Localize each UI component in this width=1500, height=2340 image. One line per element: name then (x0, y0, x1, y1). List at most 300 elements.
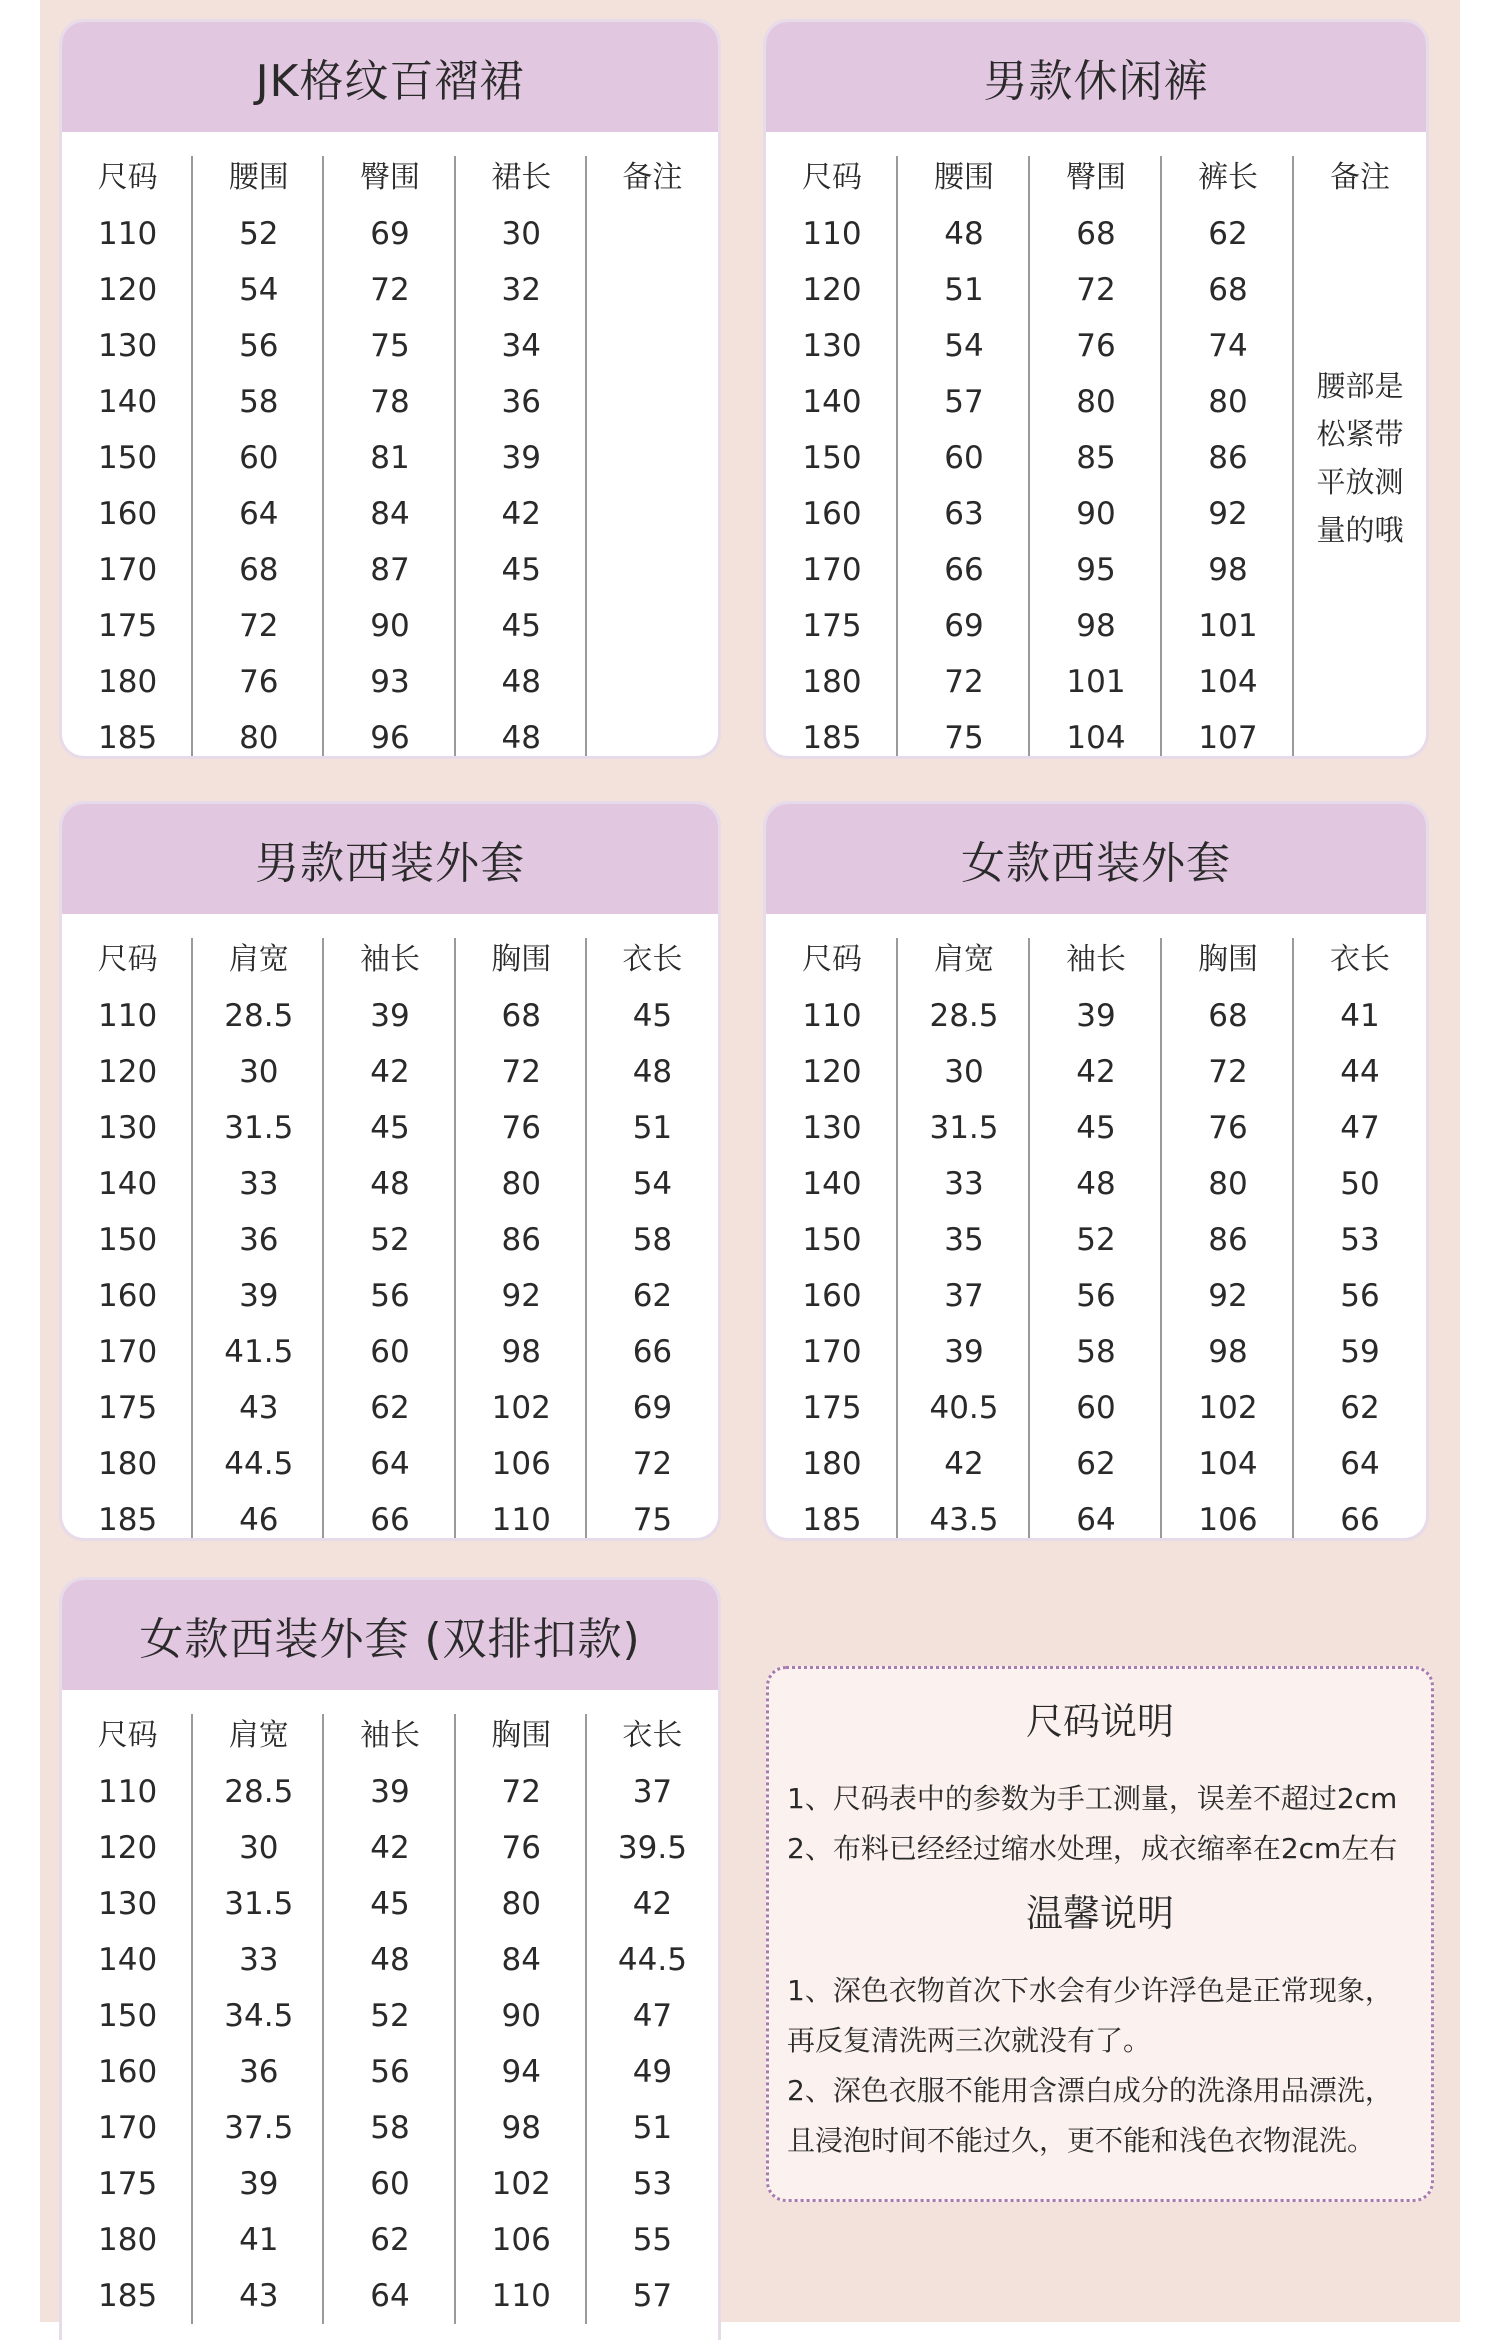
table-row (62, 2156, 718, 2212)
table-cell: 54 (898, 318, 1030, 374)
table-cell: 80 (193, 710, 324, 756)
table-row (766, 988, 1426, 1044)
table-row (62, 2268, 718, 2324)
table-header-row (62, 932, 718, 988)
table-cell: 106 (1162, 1492, 1294, 1538)
table-cell: 48 (898, 206, 1030, 262)
table-grid (62, 932, 718, 1538)
table-row (766, 1268, 1426, 1324)
table-row (62, 1932, 718, 1988)
table-cell: 48 (456, 654, 587, 710)
column-header: 腰围 (898, 150, 1030, 206)
table-cell: 60 (324, 2156, 455, 2212)
table-cell: 110 (62, 988, 193, 1044)
table-cell: 53 (632, 2166, 673, 2202)
table-cell: 185 (62, 2268, 193, 2324)
column-header: 臀围 (324, 150, 455, 206)
table-cell: 140 (766, 1156, 898, 1212)
table-cell: 98 (456, 2100, 587, 2156)
table-cell: 37.5 (193, 2100, 324, 2156)
table-cell: 130 (62, 1876, 193, 1932)
table-cell (587, 318, 718, 374)
pants-note (1294, 362, 1426, 554)
table-cell: 78 (324, 374, 455, 430)
table-cell: 41.5 (193, 1324, 324, 1380)
table-cell: 92 (1162, 486, 1294, 542)
table-cell: 30 (456, 206, 587, 262)
table-cell: 72 (456, 1764, 587, 1820)
table-cell: 58 (1030, 1324, 1162, 1380)
table-cell: 39 (193, 1268, 324, 1324)
table-cell: 62 (1340, 1390, 1380, 1426)
table-cell: 72 (193, 598, 324, 654)
table-cell: 60 (1030, 1380, 1162, 1436)
table-cell: 56 (324, 1268, 455, 1324)
table-cell: 45 (324, 1100, 455, 1156)
table-cell: 62 (324, 2212, 455, 2268)
table-cell: 160 (62, 1268, 193, 1324)
table-cell: 28.5 (193, 988, 324, 1044)
table-row (766, 1044, 1426, 1100)
table-cell: 66 (324, 1492, 455, 1538)
table-cell: 69 (324, 206, 455, 262)
table-cell (587, 542, 718, 598)
column-header: 胸围 (456, 1708, 587, 1764)
table-cell: 110 (62, 206, 193, 262)
table-cell: 170 (62, 2100, 193, 2156)
column-header: 裤长 (1162, 150, 1294, 206)
table-cell: 80 (1030, 374, 1162, 430)
table-cell: 58 (324, 2100, 455, 2156)
table-cell: 72 (456, 1044, 587, 1100)
column-header: 衣长 (1330, 942, 1390, 977)
note-line: 量的哦 (1316, 513, 1404, 547)
table-cell: 39 (193, 2156, 324, 2212)
table-cell: 35 (898, 1212, 1030, 1268)
table-cell: 130 (62, 1100, 193, 1156)
table-cell: 106 (456, 2212, 587, 2268)
table-cell: 69 (632, 1390, 673, 1426)
table-cell: 104 (1162, 1436, 1294, 1492)
table-row (766, 1156, 1426, 1212)
table-cell: 120 (766, 262, 898, 318)
table-cell: 68 (193, 542, 324, 598)
table-cell (587, 486, 718, 542)
table-cell: 62 (324, 1380, 455, 1436)
table-cell: 110 (456, 2268, 587, 2324)
column-header: 衣长 (622, 942, 683, 977)
table-cell: 98 (1162, 542, 1294, 598)
table-cell: 66 (1340, 1502, 1380, 1538)
table-cell: 160 (766, 1268, 898, 1324)
column-header: 裙长 (456, 150, 587, 206)
table-row (766, 1436, 1426, 1492)
table-cell: 68 (1162, 988, 1294, 1044)
table-title: JK格纹百褶裙 (62, 22, 718, 132)
column-header: 袖长 (1030, 932, 1162, 988)
column-header: 肩宽 (193, 1708, 324, 1764)
table-row (62, 988, 718, 1044)
table-cell: 102 (456, 2156, 587, 2212)
table-cell: 34 (456, 318, 587, 374)
table-cell: 33 (193, 1932, 324, 1988)
table-cell: 56 (193, 318, 324, 374)
table-cell: 30 (193, 1044, 324, 1100)
table-row (62, 2044, 718, 2100)
table-cell: 47 (1340, 1110, 1380, 1146)
table-cell: 175 (62, 1380, 193, 1436)
table-cell: 160 (62, 2044, 193, 2100)
table-cell (587, 710, 718, 756)
column-header: 尺码 (766, 932, 898, 988)
table-cell: 64 (324, 1436, 455, 1492)
table-cell: 76 (193, 654, 324, 710)
table-cell: 102 (1162, 1380, 1294, 1436)
table-cell: 42 (324, 1820, 455, 1876)
table-cell: 130 (62, 318, 193, 374)
table-cell: 54 (193, 262, 324, 318)
table-cell: 62 (632, 1278, 673, 1314)
size-table-mens-pants (766, 22, 1426, 756)
table-grid (62, 1708, 718, 2324)
table-row (62, 1876, 718, 1932)
table-cell: 175 (766, 598, 898, 654)
table-cell: 150 (766, 430, 898, 486)
table-cell: 45 (632, 998, 673, 1034)
table-cell: 52 (1030, 1212, 1162, 1268)
table-cell: 51 (898, 262, 1030, 318)
table-cell: 59 (1340, 1334, 1380, 1370)
table-cell: 150 (62, 1212, 193, 1268)
table-cell: 39 (456, 430, 587, 486)
table-cell: 90 (324, 598, 455, 654)
table-cell: 185 (62, 1492, 193, 1538)
table-cell: 57 (632, 2278, 673, 2314)
table-cell: 51 (632, 1110, 673, 1146)
table-cell: 180 (766, 1436, 898, 1492)
table-cell: 75 (632, 1502, 673, 1538)
table-cell: 90 (1030, 486, 1162, 542)
table-cell: 86 (1162, 430, 1294, 486)
column-header: 肩宽 (193, 932, 324, 988)
table-cell (1294, 654, 1426, 710)
size-table-womens-double-breasted (62, 1580, 718, 2340)
table-cell: 72 (324, 262, 455, 318)
table-cell: 175 (62, 598, 193, 654)
table-cell: 180 (62, 1436, 193, 1492)
table-cell: 49 (632, 2054, 673, 2090)
table-cell: 63 (898, 486, 1030, 542)
table-cell: 58 (193, 374, 324, 430)
table-cell: 51 (632, 2110, 673, 2146)
table-cell: 56 (1030, 1268, 1162, 1324)
care-note-line: 1、深色衣物首次下水会有少许浮色是正常现象， (787, 1974, 1393, 2007)
table-row (766, 710, 1426, 756)
table-cell: 104 (1162, 654, 1294, 710)
table-row (62, 1988, 718, 2044)
table-cell (587, 206, 718, 262)
table-cell: 28.5 (898, 988, 1030, 1044)
table-cell: 92 (456, 1268, 587, 1324)
table-cell: 101 (1030, 654, 1162, 710)
table-cell: 180 (766, 654, 898, 710)
table-cell: 48 (632, 1054, 673, 1090)
table-row (62, 542, 718, 598)
column-header: 肩宽 (898, 932, 1030, 988)
table-row (62, 1044, 718, 1100)
table-cell: 140 (62, 1156, 193, 1212)
table-cell: 110 (766, 988, 898, 1044)
table-cell: 104 (1030, 710, 1162, 756)
table-row (766, 206, 1426, 262)
table-cell: 41 (1340, 998, 1380, 1034)
table-cell (587, 654, 718, 710)
table-header-row (766, 150, 1426, 206)
table-cell: 31.5 (898, 1100, 1030, 1156)
table-cell: 36 (193, 2044, 324, 2100)
size-note-line: 1、尺码表中的参数为手工测量，误差不超过2cm (787, 1782, 1398, 1815)
table-row (62, 486, 718, 542)
table-row (62, 1268, 718, 1324)
table-row (62, 1820, 718, 1876)
table-cell: 110 (766, 206, 898, 262)
table-cell: 48 (1030, 1156, 1162, 1212)
table-cell: 76 (1162, 1100, 1294, 1156)
table-cell: 90 (456, 1988, 587, 2044)
table-row (766, 1492, 1426, 1538)
table-cell: 33 (898, 1156, 1030, 1212)
table-cell: 60 (324, 1324, 455, 1380)
table-cell: 93 (324, 654, 455, 710)
table-row (62, 1156, 718, 1212)
table-grid (62, 150, 718, 756)
table-cell: 36 (193, 1212, 324, 1268)
column-header: 臀围 (1030, 150, 1162, 206)
size-table-womens-suit (766, 804, 1426, 1538)
table-row (766, 1380, 1426, 1436)
table-cell: 185 (766, 1492, 898, 1538)
column-header: 尺码 (62, 932, 193, 988)
table-cell: 180 (62, 654, 193, 710)
table-cell: 44 (1340, 1054, 1380, 1090)
table-cell: 140 (62, 1932, 193, 1988)
table-cell: 60 (898, 430, 1030, 486)
table-cell: 60 (193, 430, 324, 486)
size-table-mens-suit (62, 804, 718, 1538)
table-cell (1294, 206, 1426, 262)
table-cell: 66 (898, 542, 1030, 598)
table-cell: 52 (193, 206, 324, 262)
table-cell: 170 (62, 542, 193, 598)
table-header-row (766, 932, 1426, 988)
table-row (766, 262, 1426, 318)
table-cell: 45 (456, 598, 587, 654)
table-cell: 52 (324, 1212, 455, 1268)
table-cell: 140 (766, 374, 898, 430)
table-cell: 160 (766, 486, 898, 542)
table-cell: 42 (1030, 1044, 1162, 1100)
table-cell: 76 (456, 1820, 587, 1876)
table-cell: 69 (898, 598, 1030, 654)
table-cell: 46 (193, 1492, 324, 1538)
table-cell: 50 (1340, 1166, 1380, 1202)
table-title: 男款西装外套 (62, 804, 718, 914)
table-cell: 96 (324, 710, 455, 756)
table-cell: 106 (456, 1436, 587, 1492)
table-cell: 39 (324, 988, 455, 1044)
table-cell: 87 (324, 542, 455, 598)
table-row (62, 2212, 718, 2268)
table-row (62, 598, 718, 654)
table-cell: 92 (1162, 1268, 1294, 1324)
column-header: 备注 (622, 160, 683, 195)
table-cell: 98 (1162, 1324, 1294, 1380)
column-header: 备注 (1330, 160, 1390, 195)
table-cell: 76 (1030, 318, 1162, 374)
table-row (62, 1436, 718, 1492)
size-table-jk-skirt (62, 22, 718, 756)
table-cell: 43 (193, 1380, 324, 1436)
table-cell: 86 (1162, 1212, 1294, 1268)
table-cell: 39 (898, 1324, 1030, 1380)
table-row (62, 1100, 718, 1156)
table-cell: 58 (632, 1222, 673, 1258)
table-cell: 39 (324, 1764, 455, 1820)
table-cell: 175 (62, 2156, 193, 2212)
table-cell: 45 (456, 542, 587, 598)
column-header: 尺码 (766, 150, 898, 206)
care-note-line: 再反复清洗两三次就没有了。 (787, 2024, 1152, 2057)
table-cell: 94 (456, 2044, 587, 2100)
table-cell: 84 (324, 486, 455, 542)
table-cell: 85 (1030, 430, 1162, 486)
table-cell: 31.5 (193, 1876, 324, 1932)
table-row (62, 1324, 718, 1380)
care-note-line: 且浸泡时间不能过久，更不能和浅色衣物混洗。 (787, 2124, 1376, 2157)
table-cell: 110 (62, 1764, 193, 1820)
table-row (62, 1764, 718, 1820)
table-cell: 185 (62, 710, 193, 756)
table-cell: 62 (1030, 1436, 1162, 1492)
care-note-line: 2、深色衣服不能用含漂白成分的洗涤用品漂洗， (787, 2074, 1393, 2107)
note-line: 平放测 (1316, 465, 1404, 499)
table-cell: 86 (456, 1212, 587, 1268)
table-cell: 76 (456, 1100, 587, 1156)
column-header: 腰围 (193, 150, 324, 206)
table-grid (766, 932, 1426, 1538)
table-cell: 64 (1340, 1446, 1380, 1482)
table-cell (587, 598, 718, 654)
table-row (62, 710, 718, 756)
table-cell: 150 (62, 430, 193, 486)
table-cell (587, 262, 718, 318)
table-cell: 95 (1030, 542, 1162, 598)
table-cell: 53 (1340, 1222, 1380, 1258)
table-cell: 47 (632, 1998, 673, 2034)
table-title: 女款西装外套 (双排扣款) (62, 1580, 718, 1690)
table-cell: 80 (456, 1876, 587, 1932)
table-cell: 130 (766, 318, 898, 374)
table-cell: 36 (456, 374, 587, 430)
table-cell: 37 (898, 1268, 1030, 1324)
table-cell: 62 (1162, 206, 1294, 262)
table-title: 男款休闲裤 (766, 22, 1426, 132)
table-row (62, 318, 718, 374)
table-row (62, 1380, 718, 1436)
table-cell: 57 (898, 374, 1030, 430)
table-cell: 30 (898, 1044, 1030, 1100)
table-row (62, 206, 718, 262)
column-header: 衣长 (622, 1718, 683, 1753)
table-cell: 140 (62, 374, 193, 430)
size-notes-title: 尺码说明 (1026, 1700, 1174, 1743)
table-header-row (62, 150, 718, 206)
table-cell: 32 (456, 262, 587, 318)
table-cell: 72 (1030, 262, 1162, 318)
table-cell: 84 (456, 1932, 587, 1988)
table-cell: 180 (62, 2212, 193, 2268)
table-cell: 44.5 (193, 1436, 324, 1492)
table-cell: 75 (898, 710, 1030, 756)
table-cell: 56 (324, 2044, 455, 2100)
table-cell: 150 (62, 1988, 193, 2044)
table-cell: 42 (324, 1044, 455, 1100)
notes-box (766, 1666, 1434, 2202)
table-title: 女款西装外套 (766, 804, 1426, 914)
table-cell: 44.5 (617, 1942, 687, 1978)
table-cell: 98 (1030, 598, 1162, 654)
table-cell: 34.5 (193, 1988, 324, 2044)
table-row (62, 1212, 718, 1268)
table-cell: 28.5 (193, 1764, 324, 1820)
table-cell: 98 (456, 1324, 587, 1380)
table-cell: 48 (456, 710, 587, 756)
table-row (766, 1212, 1426, 1268)
table-cell (1294, 262, 1426, 318)
table-cell: 120 (62, 262, 193, 318)
table-cell: 170 (766, 542, 898, 598)
care-notes-title: 温馨说明 (1026, 1892, 1174, 1935)
table-cell: 81 (324, 430, 455, 486)
table-cell: 170 (62, 1324, 193, 1380)
table-cell: 64 (1030, 1492, 1162, 1538)
table-cell: 54 (632, 1166, 673, 1202)
table-cell: 120 (62, 1044, 193, 1100)
table-cell (1294, 710, 1426, 756)
table-row (766, 598, 1426, 654)
table-cell: 68 (456, 988, 587, 1044)
table-cell: 80 (1162, 1156, 1294, 1212)
table-cell: 160 (62, 486, 193, 542)
table-cell: 101 (1162, 598, 1294, 654)
column-header: 尺码 (62, 150, 193, 206)
note-line: 松紧带 (1316, 417, 1404, 451)
table-cell (1294, 598, 1426, 654)
table-cell: 80 (456, 1156, 587, 1212)
table-cell: 68 (1030, 206, 1162, 262)
table-cell: 41 (193, 2212, 324, 2268)
table-cell: 37 (632, 1774, 673, 1810)
table-cell: 68 (1162, 262, 1294, 318)
table-row (62, 262, 718, 318)
table-cell: 150 (766, 1212, 898, 1268)
table-cell: 72 (898, 654, 1030, 710)
table-row (766, 654, 1426, 710)
note-line: 腰部是 (1316, 369, 1404, 403)
table-row (62, 654, 718, 710)
table-cell: 120 (766, 1044, 898, 1100)
table-cell: 42 (632, 1886, 673, 1922)
